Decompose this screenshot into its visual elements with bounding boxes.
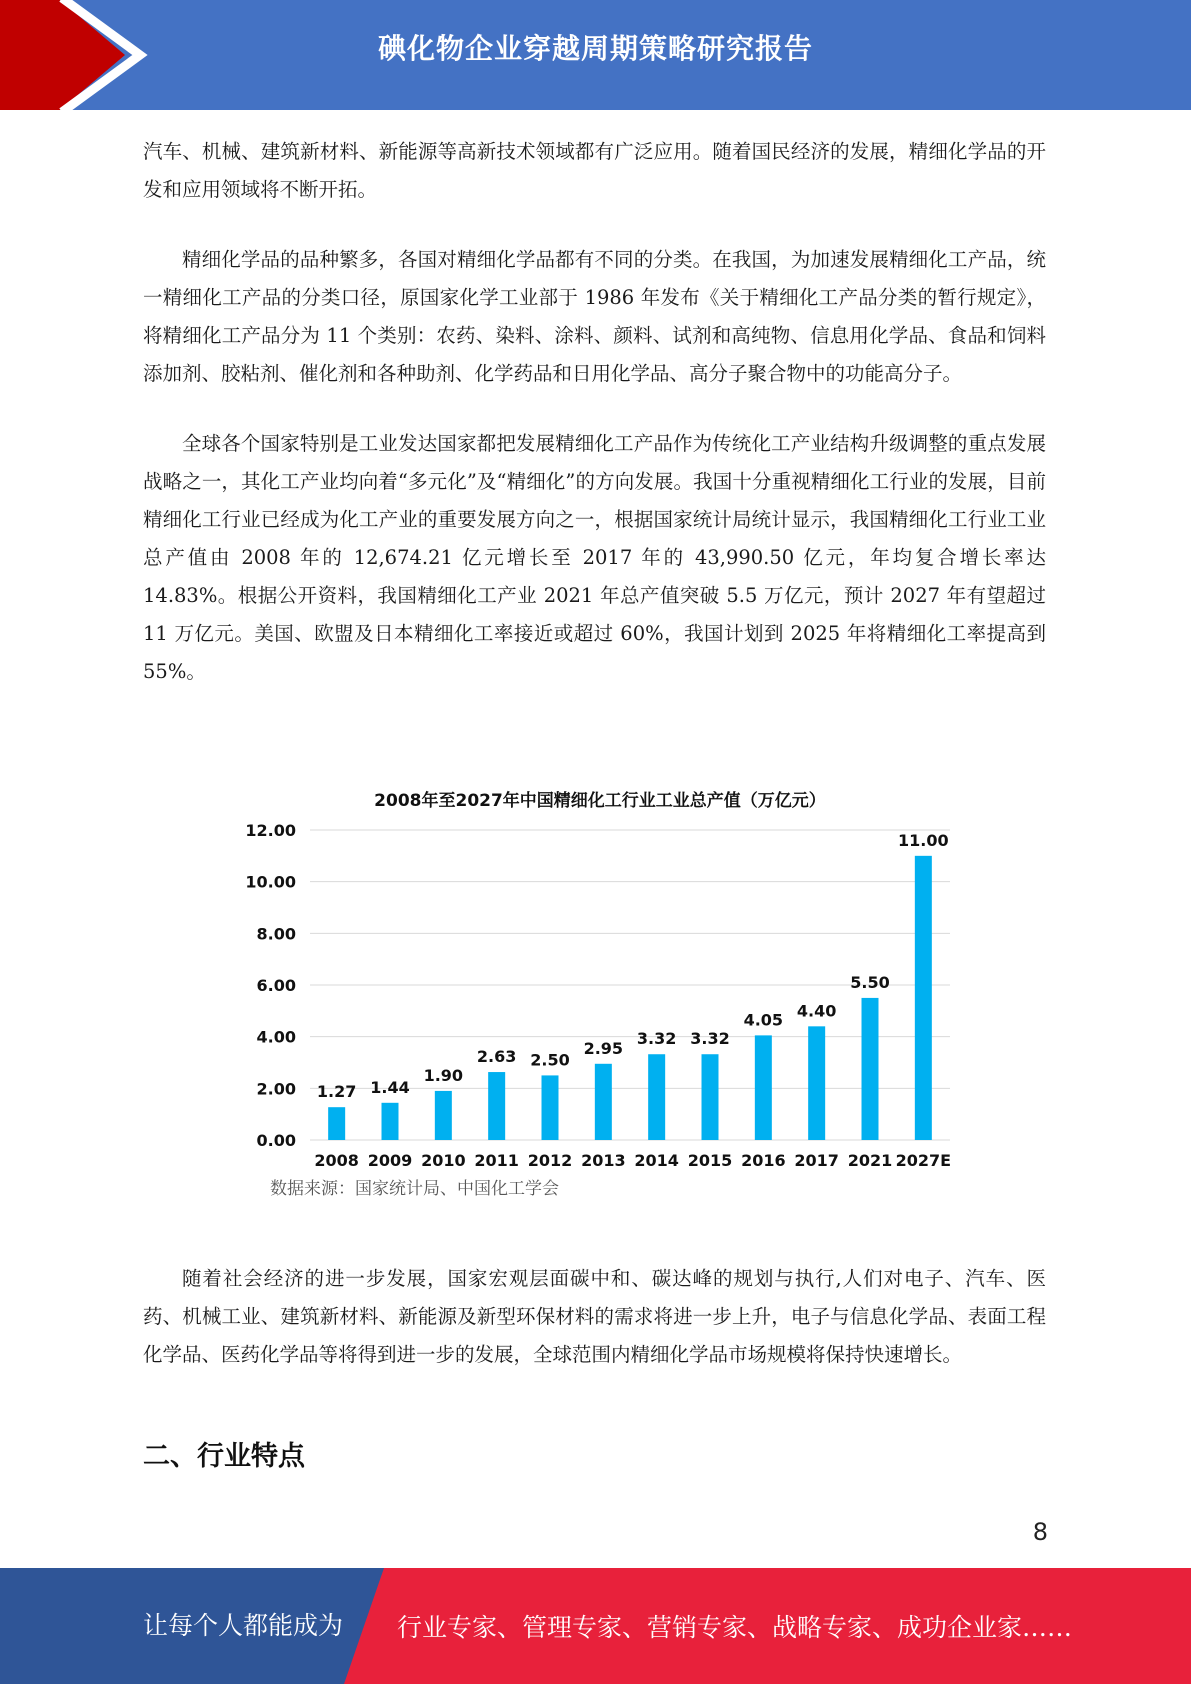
x-tick-label: 2016 (741, 1151, 786, 1170)
report-title: 碘化物企业穿越周期策略研究报告 (377, 32, 813, 65)
body-content-lower (143, 1260, 1046, 1406)
bar (862, 998, 879, 1140)
x-tick-label: 2012 (527, 1151, 573, 1170)
bar (488, 1072, 505, 1140)
x-tick-label: 2009 (367, 1151, 413, 1170)
data-label: 4.40 (796, 1001, 837, 1021)
page-header (0, 0, 1191, 110)
y-tick-label: 10.00 (245, 872, 296, 892)
bar (915, 856, 932, 1140)
data-label: 2.50 (530, 1050, 570, 1070)
data-label: 1.27 (316, 1082, 357, 1102)
x-tick-label: 2017 (794, 1151, 839, 1170)
y-tick-label: 4.00 (256, 1027, 296, 1047)
bar (702, 1054, 719, 1140)
paragraph-4: 随着社会经济的进一步发展，国家宏观层面碳中和、碳达峰的规划与执行,人们对电子、汽车、医药、机械工业、建筑新材料、新能源及新型环保材料的需求将进一步上升，电子与信息化学品、表面工程化学品、医药化学品等将得到进一步的发展，全球范围内精细化学品市场规模将保持快速增长。 (143, 1267, 1046, 1366)
y-tick-label: 0.00 (256, 1131, 296, 1150)
bar (808, 1026, 825, 1140)
bar (595, 1064, 612, 1140)
bar-chart-svg (240, 800, 960, 1200)
bar (542, 1075, 559, 1140)
x-tick-label: 2011 (474, 1151, 519, 1170)
chart-title: 2008年至2027年中国精细化工行业工业总产值（万亿元） (374, 791, 826, 811)
footer-slogan-right: 行业专家、管理专家、营销专家、战略专家、成功企业家…… (397, 1613, 1073, 1642)
page-number: 8 (1032, 1518, 1048, 1546)
y-tick-label: 8.00 (256, 924, 296, 944)
paragraph-2: 精细化学品的品种繁多，各国对精细化学品都有不同的分类。在我国，为加速发展精细化工产品，统一精细化工产品的分类口径，原国家化学工业部于 1986 年发布《关于精细化工产品分类的暂行规定》，将精细化工产品分为 11 个类别：农药、染料、涂料、颜料、试剂和高纯物、信息用化学品、食品和饲料添加剂、胶粘剂、催化剂和各种助剂、化学药品和日用化学品、高分子聚合物中的功能高分子。 (143, 248, 1046, 385)
section-heading: 二、行业特点 (143, 1441, 305, 1472)
y-tick-label: 6.00 (256, 976, 296, 995)
output-value-chart (240, 780, 960, 1200)
data-label: 11.00 (898, 830, 949, 850)
page-footer (0, 1568, 1191, 1684)
bar (755, 1035, 772, 1140)
bar (382, 1103, 399, 1140)
x-tick-label: 2013 (581, 1151, 626, 1170)
data-label: 5.50 (850, 972, 890, 992)
x-tick-label: 2008 (314, 1151, 359, 1170)
x-tick-label: 2015 (687, 1151, 733, 1170)
bar (435, 1091, 452, 1140)
chart-source-note: 数据来源：国家统计局、中国化工学会 (270, 1179, 559, 1199)
footer-slogan-left: 让每个人都能成为 (143, 1611, 344, 1640)
paragraph-1: 汽车、机械、建筑新材料、新能源等高新技术领域都有广泛应用。随着国民经济的发展，精细化学品的开发和应用领域将不断开拓。 (143, 140, 1046, 201)
y-tick-label: 2.00 (256, 1079, 296, 1099)
paragraph-3: 全球各个国家特别是工业发达国家都把发展精细化工产品作为传统化工产业结构升级调整的重点发展战略之一，其化工产业均向着“多元化”及“精细化”的方向发展。我国十分重视精细化工行业的发展，目前精细化工行业已经成为化工产业的重要发展方向之一，根据国家统计局统计显示，我国精细化工行业工业总产值由 2008 年的 12,674.21 亿元增长至 2017 年的 43,990.50 亿元，年均复合增长率达 14.83%。根据公开资料，我国精细化工产业 2021 年总产值突破 5.5 万亿元，预计 2027 年有望超过 11 万亿元。美国、欧盟及日本精细化工率接近或超过 60%，我国计划到 2025 年将精细化工率提高到 55%。 (143, 432, 1046, 683)
x-tick-label: 2027E (895, 1151, 952, 1170)
data-label: 2.95 (583, 1038, 624, 1058)
body-content (143, 133, 1046, 723)
x-tick-label: 2014 (634, 1151, 679, 1170)
bar (648, 1054, 665, 1140)
x-tick-label: 2010 (421, 1151, 466, 1170)
data-label: 1.44 (370, 1077, 410, 1097)
data-label: 3.32 (690, 1029, 730, 1049)
bar (328, 1107, 345, 1140)
data-label: 1.90 (423, 1065, 464, 1085)
data-label: 2.63 (476, 1047, 517, 1067)
x-tick-label: 2021 (847, 1151, 893, 1170)
data-label: 3.32 (636, 1029, 677, 1049)
y-tick-label: 12.00 (245, 821, 296, 840)
data-label: 4.05 (743, 1010, 784, 1030)
